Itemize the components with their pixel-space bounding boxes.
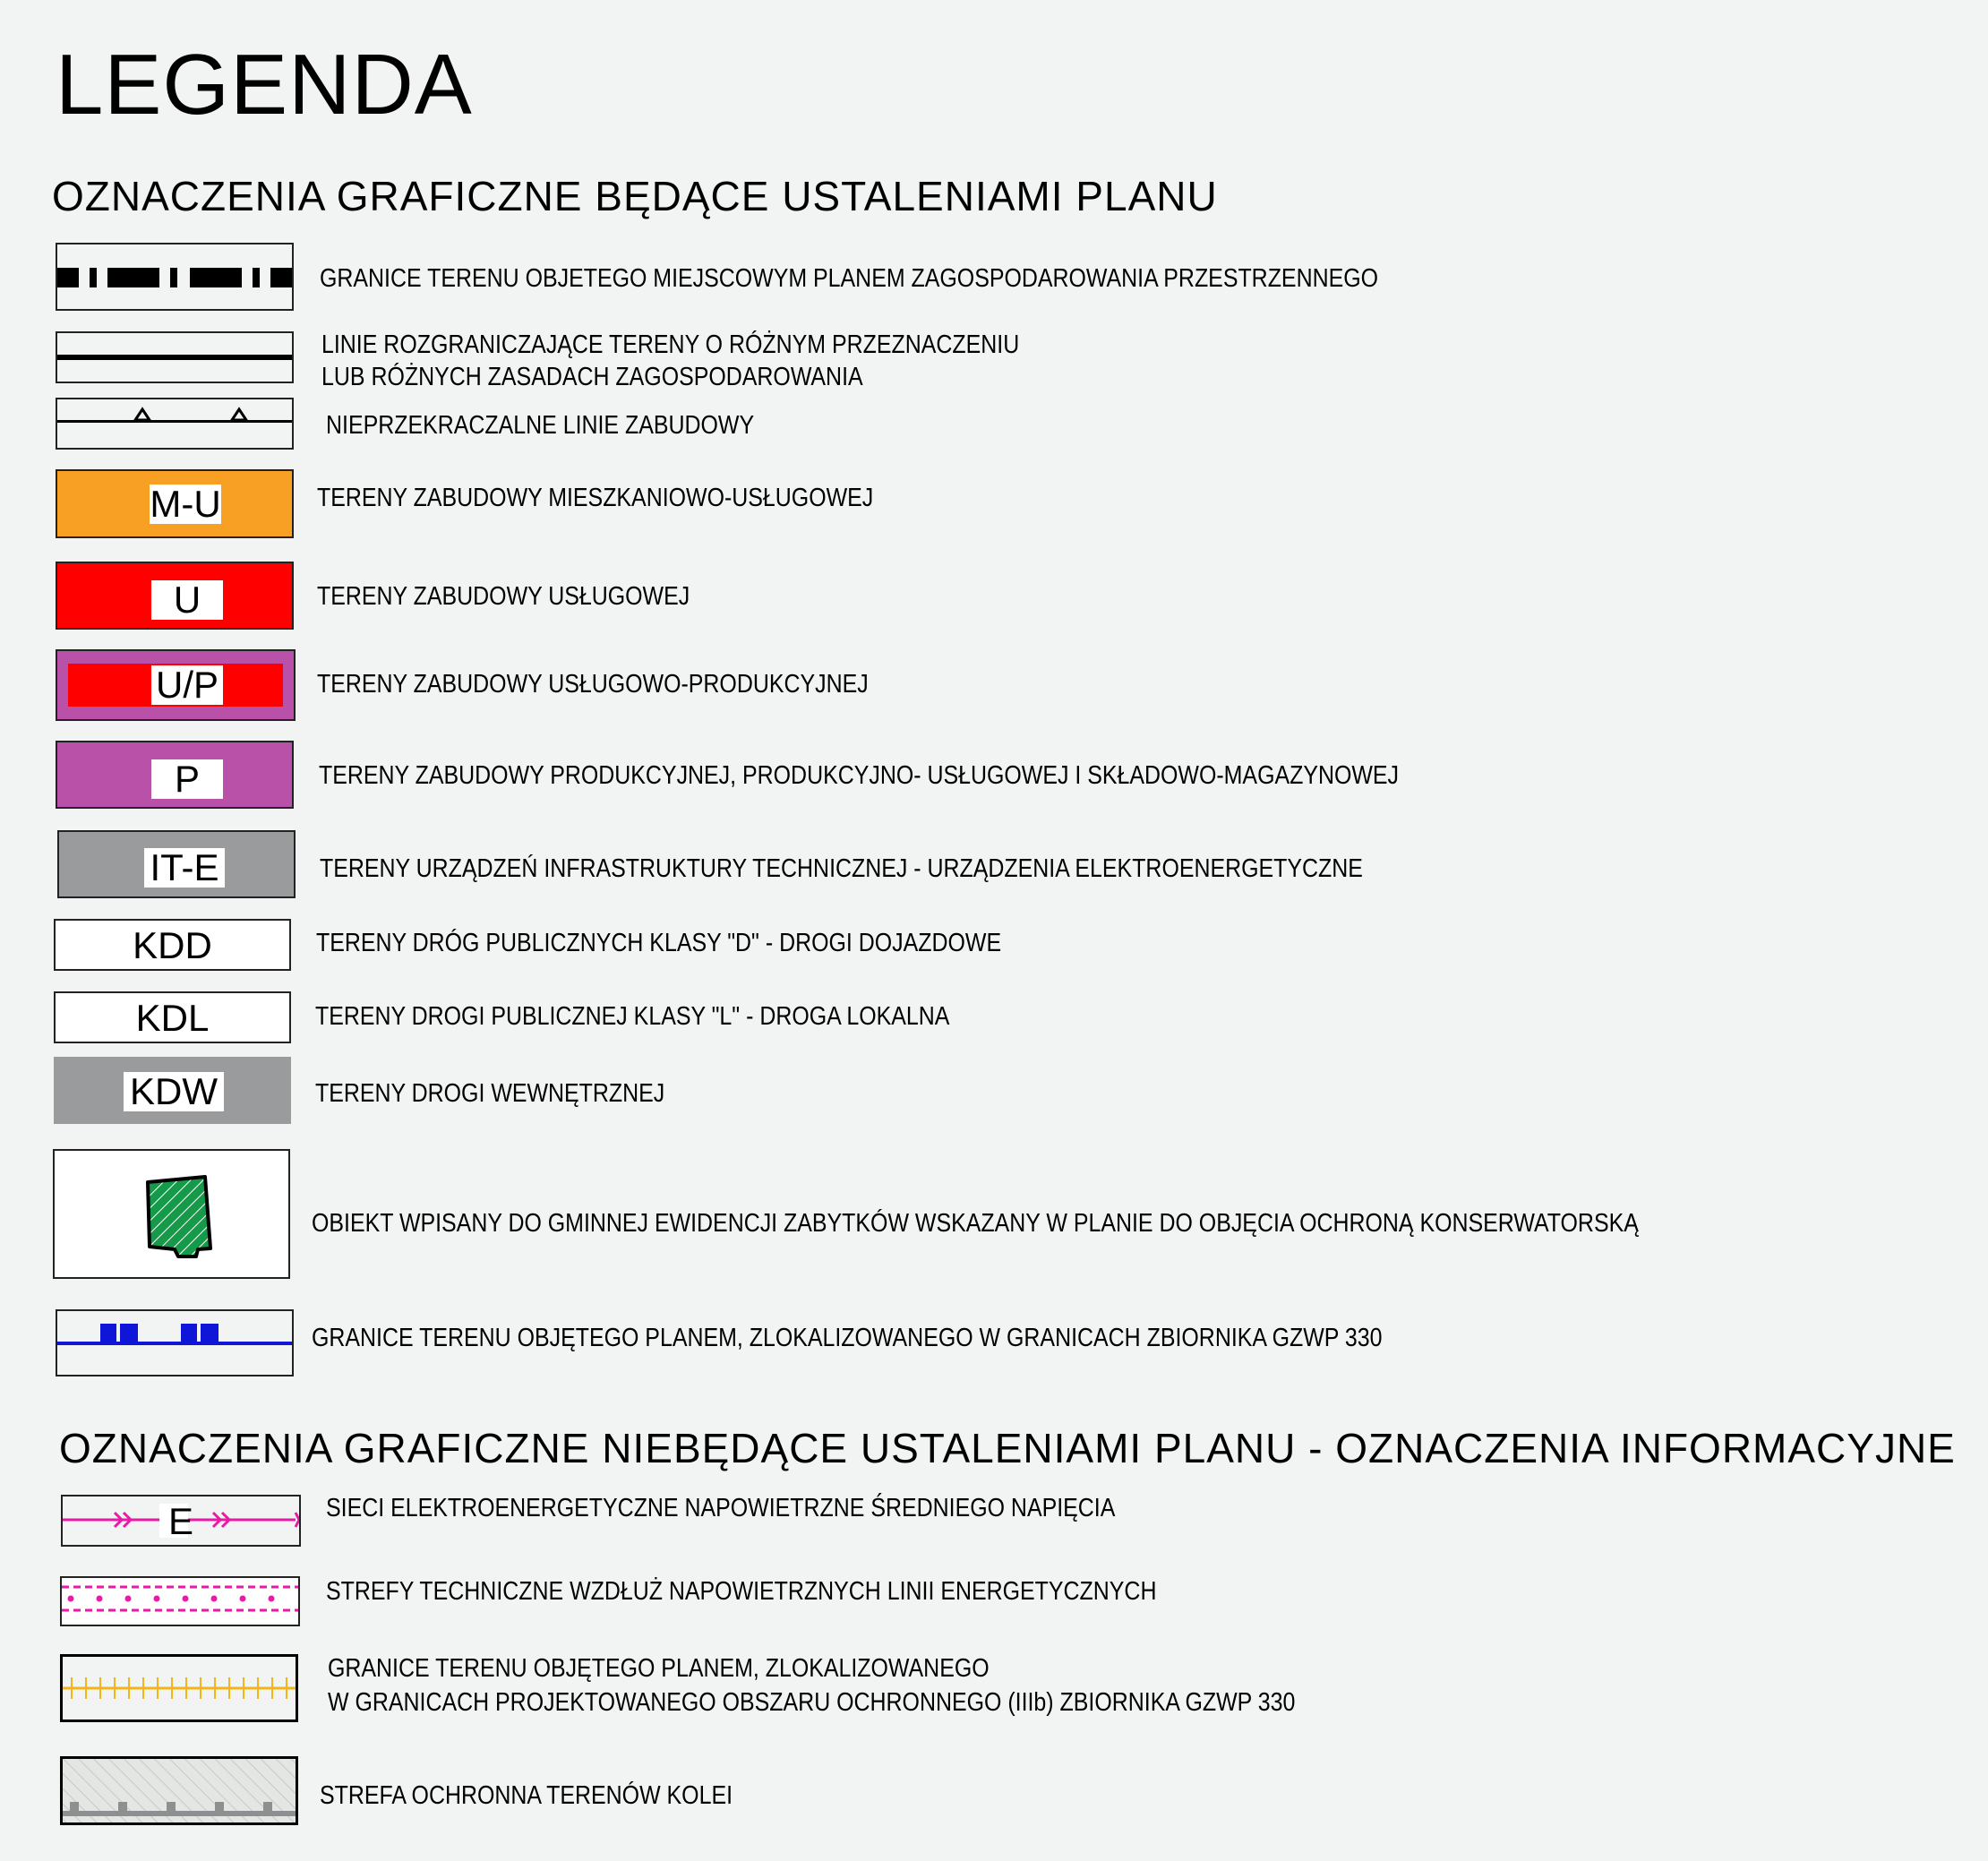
p-zone-label: TERENY ZABUDOWY PRODUKCYJNEJ, PRODUKCYJNO- USŁUGOWEJ I SKŁADOWO-MAGAZYNOWEJ	[319, 761, 1400, 790]
ite-zone-code: IT-E	[144, 848, 225, 888]
kdd-zone-label: TERENY DRÓG PUBLICZNYCH KLASY "D" - DROGI DOJAZDOWE	[316, 929, 1002, 957]
mv-line-code: E	[167, 1500, 193, 1542]
building-line-icon	[57, 399, 292, 448]
p-zone-symbol	[56, 741, 294, 809]
heritage-object-symbol	[53, 1149, 290, 1279]
gzwp-boundary-line-icon	[57, 1311, 292, 1375]
kdd-zone-symbol	[54, 919, 291, 971]
u-zone-symbol	[56, 562, 294, 630]
mv-line-symbol	[61, 1495, 301, 1547]
gzwp-boundary-symbol	[56, 1309, 294, 1376]
heritage-building-icon	[55, 1151, 288, 1277]
railway-zone-icon	[63, 1759, 296, 1822]
dividing-line-label: LINIE ROZGRANICZAJĄCE TERENY O RÓŻNYM PRZEZNACZENIU	[321, 330, 1020, 359]
ite-zone-label: TERENY URZĄDZEŃ INFRASTRUKTURY TECHNICZNEJ - URZĄDZENIA ELEKTROENERGETYCZNE	[320, 854, 1363, 883]
up-zone-code: U/P	[151, 665, 223, 705]
mu-zone-label: TERENY ZABUDOWY MIESZKANIOWO-USŁUGOWEJ	[317, 484, 874, 512]
u-zone-label: TERENY ZABUDOWY USŁUGOWEJ	[317, 582, 690, 611]
mu-zone-symbol	[56, 469, 294, 538]
kdw-zone-label: TERENY DROGI WEWNĘTRZNEJ	[315, 1079, 665, 1108]
protective-area-label: GRANICE TERENU OBJĘTEGO PLANEM, ZLOKALIZOWANEGO	[328, 1654, 990, 1683]
mv-line-label: SIECI ELEKTROENERGETYCZNE NAPOWIETRZNE ŚREDNIEGO NAPIĘCIA	[326, 1494, 1116, 1522]
plan-boundary-label: GRANICE TERENU OBJETEGO MIEJSCOWYM PLANEM ZAGOSPODAROWANIA PRZESTRZENNEGO	[320, 264, 1379, 293]
legend-title: LEGENDA	[56, 37, 473, 133]
kdw-zone-symbol	[54, 1057, 291, 1124]
u-zone-code: U	[151, 580, 223, 620]
technical-zone-symbol	[60, 1576, 300, 1626]
building-line-symbol	[56, 398, 294, 450]
railway-zone-symbol	[60, 1756, 298, 1825]
kdl-zone-symbol	[54, 991, 291, 1043]
technical-zone-icon	[62, 1578, 298, 1625]
dividing-line-icon	[57, 333, 292, 382]
up-zone-label: TERENY ZABUDOWY USŁUGOWO-PRODUKCYJNEJ	[317, 670, 869, 699]
heritage-object-label: OBIEKT WPISANY DO GMINNEJ EWIDENCJI ZABYTKÓW WSKAZANY W PLANIE DO OBJĘCIA OCHRONĄ KONSERWATORSKĄ	[312, 1209, 1639, 1238]
railway-zone-label: STREFA OCHRONNA TERENÓW KOLEI	[320, 1781, 733, 1810]
mu-zone-code: M-U	[150, 483, 221, 525]
protective-area-symbol	[60, 1654, 298, 1722]
plan-boundary-line-icon	[57, 244, 292, 309]
kdl-zone-label: TERENY DROGI PUBLICZNEJ KLASY "L" - DROGA LOKALNA	[315, 1002, 950, 1031]
dividing-line-symbol	[56, 331, 294, 383]
p-zone-code: P	[151, 759, 223, 799]
kdd-zone-code: KDD	[133, 924, 212, 966]
technical-zone-label: STREFY TECHNICZNE WZDŁUŻ NAPOWIETRZNYCH LINII ENERGETYCZNYCH	[326, 1577, 1157, 1606]
ite-zone-symbol	[57, 830, 296, 898]
kdl-zone-code: KDL	[135, 997, 210, 1039]
gzwp-boundary-label: GRANICE TERENU OBJĘTEGO PLANEM, ZLOKALIZOWANEGO W GRANICACH ZBIORNIKA GZWP 330	[312, 1324, 1383, 1352]
dividing-line-label-2: LUB RÓŻNYCH ZASADACH ZAGOSPODAROWANIA	[321, 363, 863, 391]
protective-area-line-icon	[63, 1657, 296, 1719]
kdw-zone-code: KDW	[124, 1072, 224, 1111]
up-zone-symbol	[56, 649, 296, 721]
section-heading-binding: OZNACZENIA GRAFICZNE BĘDĄCE USTALENIAMI PLANU	[52, 173, 1218, 219]
protective-area-label-2: W GRANICACH PROJEKTOWANEGO OBSZARU OCHRONNEGO (IIIb) ZBIORNIKA GZWP 330	[328, 1688, 1296, 1717]
plan-boundary-symbol	[56, 243, 294, 311]
section-heading-info: OZNACZENIA GRAFICZNE NIEBĘDĄCE USTALENIAMI PLANU - OZNACZENIA INFORMACYJNE	[59, 1425, 1956, 1471]
building-line-label: NIEPRZEKRACZALNE LINIE ZABUDOWY	[326, 411, 755, 440]
